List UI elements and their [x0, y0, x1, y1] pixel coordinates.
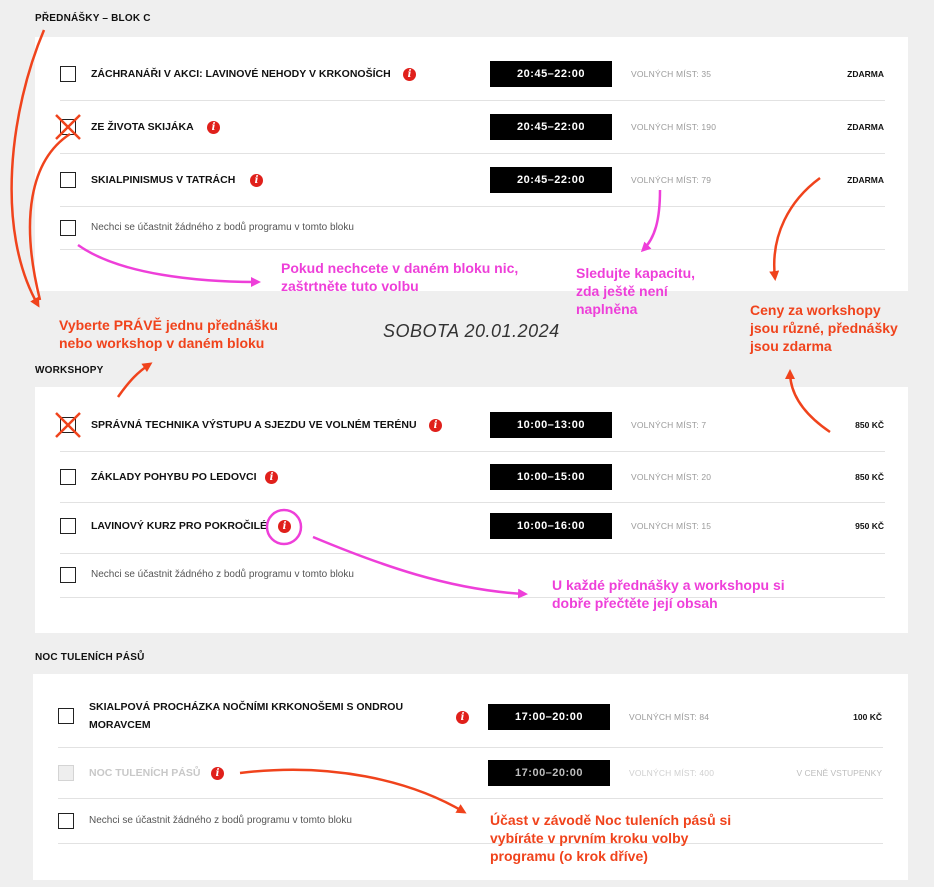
info-icon[interactable]: i: [250, 174, 263, 187]
program-title: LAVINOVÝ KURZ PRO POKROČILÉ: [91, 520, 267, 532]
annotation-line: Vyberte PRÁVĚ jednu přednášku: [59, 317, 278, 333]
arrow-to-workshop: [118, 364, 150, 397]
info-icon[interactable]: i: [265, 471, 278, 484]
capacity-value: 7: [701, 420, 707, 430]
capacity-value: 84: [699, 712, 710, 722]
date-heading: SOBOTA 20.01.2024: [383, 321, 560, 341]
program-title: SKIALPINISMUS V TATRÁCH: [91, 174, 236, 186]
none-option-label: Nechci se účastnit žádného z bodů programu v tomto bloku: [89, 815, 352, 826]
price: 950 KČ: [855, 521, 884, 531]
arrow-prices-down: [774, 178, 820, 278]
arrow-prices-up: [790, 372, 830, 432]
time-badge: 10:00–15:00: [490, 464, 612, 490]
capacity-value: 15: [701, 521, 712, 531]
time-badge: 20:45–22:00: [490, 61, 612, 87]
annotation-line: nebo workshop v daném bloku: [59, 335, 265, 351]
info-icon[interactable]: i: [207, 121, 220, 134]
capacity-value: 20: [701, 472, 712, 482]
capacity-value: 35: [701, 69, 712, 79]
section-label-noc: NOC TULENÍCH PÁSŮ: [35, 652, 145, 663]
price: ZDARMA: [847, 69, 884, 79]
capacity-value: 190: [701, 122, 717, 132]
program-title: ZE ŽIVOTA SKIJÁKA: [91, 121, 194, 133]
program-title: ZÁCHRANÁŘI V AKCI: LAVINOVÉ NEHODY V KRKONOŠÍCH: [91, 68, 391, 80]
capacity-label: VOLNÝCH MÍST:: [629, 768, 697, 778]
capacity-label: VOLNÝCH MÍST:: [631, 420, 699, 430]
info-icon[interactable]: i: [456, 711, 469, 724]
annotation-line: U každé přednášky a workshopu si: [552, 577, 785, 593]
annotation-line: programu (o krok dříve): [490, 848, 648, 864]
price: 850 KČ: [855, 472, 884, 482]
annotation-line: vybíráte v prvním kroku volby: [490, 830, 689, 846]
arrow-none-choice: [78, 245, 258, 282]
none-option-label: Nechci se účastnit žádného z bodů programu v tomto bloku: [91, 569, 354, 580]
time-badge: 20:45–22:00: [490, 114, 612, 140]
price: ZDARMA: [847, 175, 884, 185]
arrow-read-info: [313, 537, 525, 594]
capacity-label: VOLNÝCH MÍST:: [631, 69, 699, 79]
annotation-line: zaštrtněte tuto volbu: [281, 278, 419, 294]
program-title: ZÁKLADY POHYBU PO LEDOVCI: [91, 471, 257, 483]
capacity-label: VOLNÝCH MÍST:: [631, 175, 699, 185]
info-icon[interactable]: i: [403, 68, 416, 81]
price: 850 KČ: [855, 420, 884, 430]
arrow-race: [240, 770, 464, 812]
price: ZDARMA: [847, 122, 884, 132]
capacity-value: 400: [699, 768, 715, 778]
section-label-workshopy: WORKSHOPY: [35, 365, 104, 376]
arrow-choose-one: [12, 30, 44, 305]
annotation-line: naplněna: [576, 301, 638, 317]
price: V CENĚ VSTUPENKY: [796, 768, 882, 778]
program-title-line: MORAVCEM: [89, 719, 151, 731]
program-title: SPRÁVNÁ TECHNIKA VÝSTUPU A SJEZDU VE VOLNÉM TERÉNU: [91, 419, 417, 431]
capacity-label: VOLNÝCH MÍST:: [631, 122, 699, 132]
section-label-prednasky: PŘEDNÁŠKY – BLOK C: [35, 13, 151, 24]
price: 100 KČ: [853, 712, 882, 722]
annotation-line: zda ještě není: [576, 283, 668, 299]
info-icon[interactable]: i: [429, 419, 442, 432]
program-title: NOC TULENÍCH PÁSŮ: [89, 767, 201, 779]
annotation-line: Sledujte kapacitu,: [576, 265, 696, 281]
time-badge: 17:00–20:00: [488, 760, 610, 786]
annotation-line: Ceny za workshopy: [750, 302, 881, 318]
capacity-label: VOLNÝCH MÍST:: [631, 521, 699, 531]
info-icon[interactable]: i: [278, 520, 291, 533]
annotation-line: Účast v závodě Noc tuleních pásů si: [490, 812, 732, 828]
time-badge: 17:00–20:00: [488, 704, 610, 730]
arrow-from-crossed: [30, 134, 70, 300]
annotation-line: jsou různé, přednášky: [750, 320, 898, 336]
info-icon[interactable]: i: [211, 767, 224, 780]
annotation-line: jsou zdarma: [750, 338, 832, 354]
highlight-circle: [267, 510, 301, 544]
none-option-label: Nechci se účastnit žádného z bodů programu v tomto bloku: [91, 222, 354, 233]
program-title-line: SKIALPOVÁ PROCHÁZKA NOČNÍMI KRKONOŠEMI S ONDROU: [89, 701, 404, 713]
time-badge: 20:45–22:00: [490, 167, 612, 193]
capacity-value: 79: [701, 175, 712, 185]
capacity-label: VOLNÝCH MÍST:: [629, 712, 697, 722]
annotation-line: Pokud nechcete v daném bloku nic,: [281, 260, 519, 276]
annotation-line: dobře přečtěte její obsah: [552, 595, 718, 611]
arrow-capacity: [643, 190, 660, 250]
capacity-label: VOLNÝCH MÍST:: [631, 472, 699, 482]
time-badge: 10:00–13:00: [490, 412, 612, 438]
time-badge: 10:00–16:00: [490, 513, 612, 539]
